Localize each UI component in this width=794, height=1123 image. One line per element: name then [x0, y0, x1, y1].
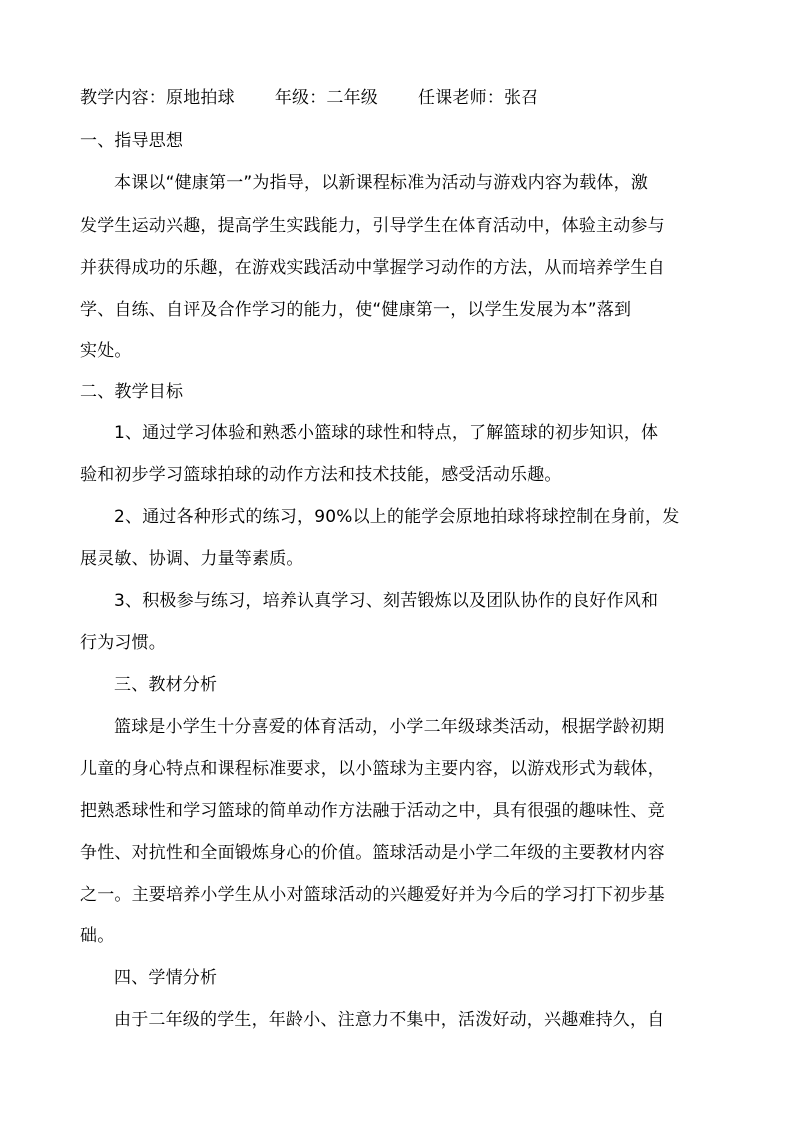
paragraph-line: 础。	[80, 926, 115, 946]
lesson-grade: 年级：二年级	[274, 88, 379, 108]
paragraph-line: 发学生运动兴趣，提高学生实践能力，引导学生在体育活动中，体验主动参与	[80, 216, 665, 236]
paragraph-line: 本课以“健康第一”为指导，以新课程标准为活动与游戏内容为载体，激	[114, 173, 649, 193]
paragraph-line: 展灵敏、协调、力量等素质。	[80, 549, 304, 569]
section-title-guiding-idea: 一、指导思想	[80, 131, 184, 151]
paragraph-line: 并获得成功的乐趣，在游戏实践活动中掌握学习动作的方法，从而培养学生自	[80, 258, 665, 278]
section-title-learner-analysis: 四、学情分析	[114, 968, 218, 988]
paragraph-line: 篮球是小学生十分喜爱的体育活动，小学二年级球类活动，根据学龄初期	[114, 717, 665, 737]
lesson-content: 教学内容：原地拍球	[80, 88, 235, 108]
paragraph-line: 实处。	[80, 341, 132, 361]
lesson-header	[80, 87, 538, 109]
paragraph-line: 由于二年级的学生，年龄小、注意力不集中，活泼好动，兴趣难持久，自	[114, 1010, 665, 1030]
lesson-teacher: 任课老师：张召	[418, 88, 539, 108]
paragraph-line: 1、通过学习体验和熟悉小篮球的球性和特点，了解篮球的初步知识，体	[114, 423, 659, 443]
paragraph-line: 2、通过各种形式的练习，90%以上的能学会原地拍球将球控制在身前，发	[114, 507, 680, 527]
paragraph-line: 把熟悉球性和学习篮球的简单动作方法融于活动之中，具有很强的趣味性、竞	[80, 801, 665, 821]
section-title-material-analysis: 三、教材分析	[114, 675, 218, 695]
paragraph-line: 争性、对抗性和全面锻炼身心的价值。篮球活动是小学二年级的主要教材内容	[80, 843, 665, 863]
paragraph-line: 行为习惯。	[80, 633, 166, 653]
section-title-teaching-goals: 二、教学目标	[80, 382, 184, 402]
paragraph-line: 学、自练、自评及合作学习的能力，使“健康第一，以学生发展为本”落到	[80, 300, 632, 320]
paragraph-line: 之一。主要培养小学生从小对篮球活动的兴趣爱好并为今后的学习打下初步基	[80, 885, 665, 905]
paragraph-line: 儿童的身心特点和课程标准要求，以小篮球为主要内容，以游戏形式为载体，	[80, 759, 665, 779]
paragraph-line: 3、积极参与练习，培养认真学习、刻苦锻炼以及团队协作的良好作风和	[114, 591, 659, 611]
paragraph-line: 验和初步学习篮球拍球的动作方法和技术技能，感受活动乐趣。	[80, 465, 562, 485]
